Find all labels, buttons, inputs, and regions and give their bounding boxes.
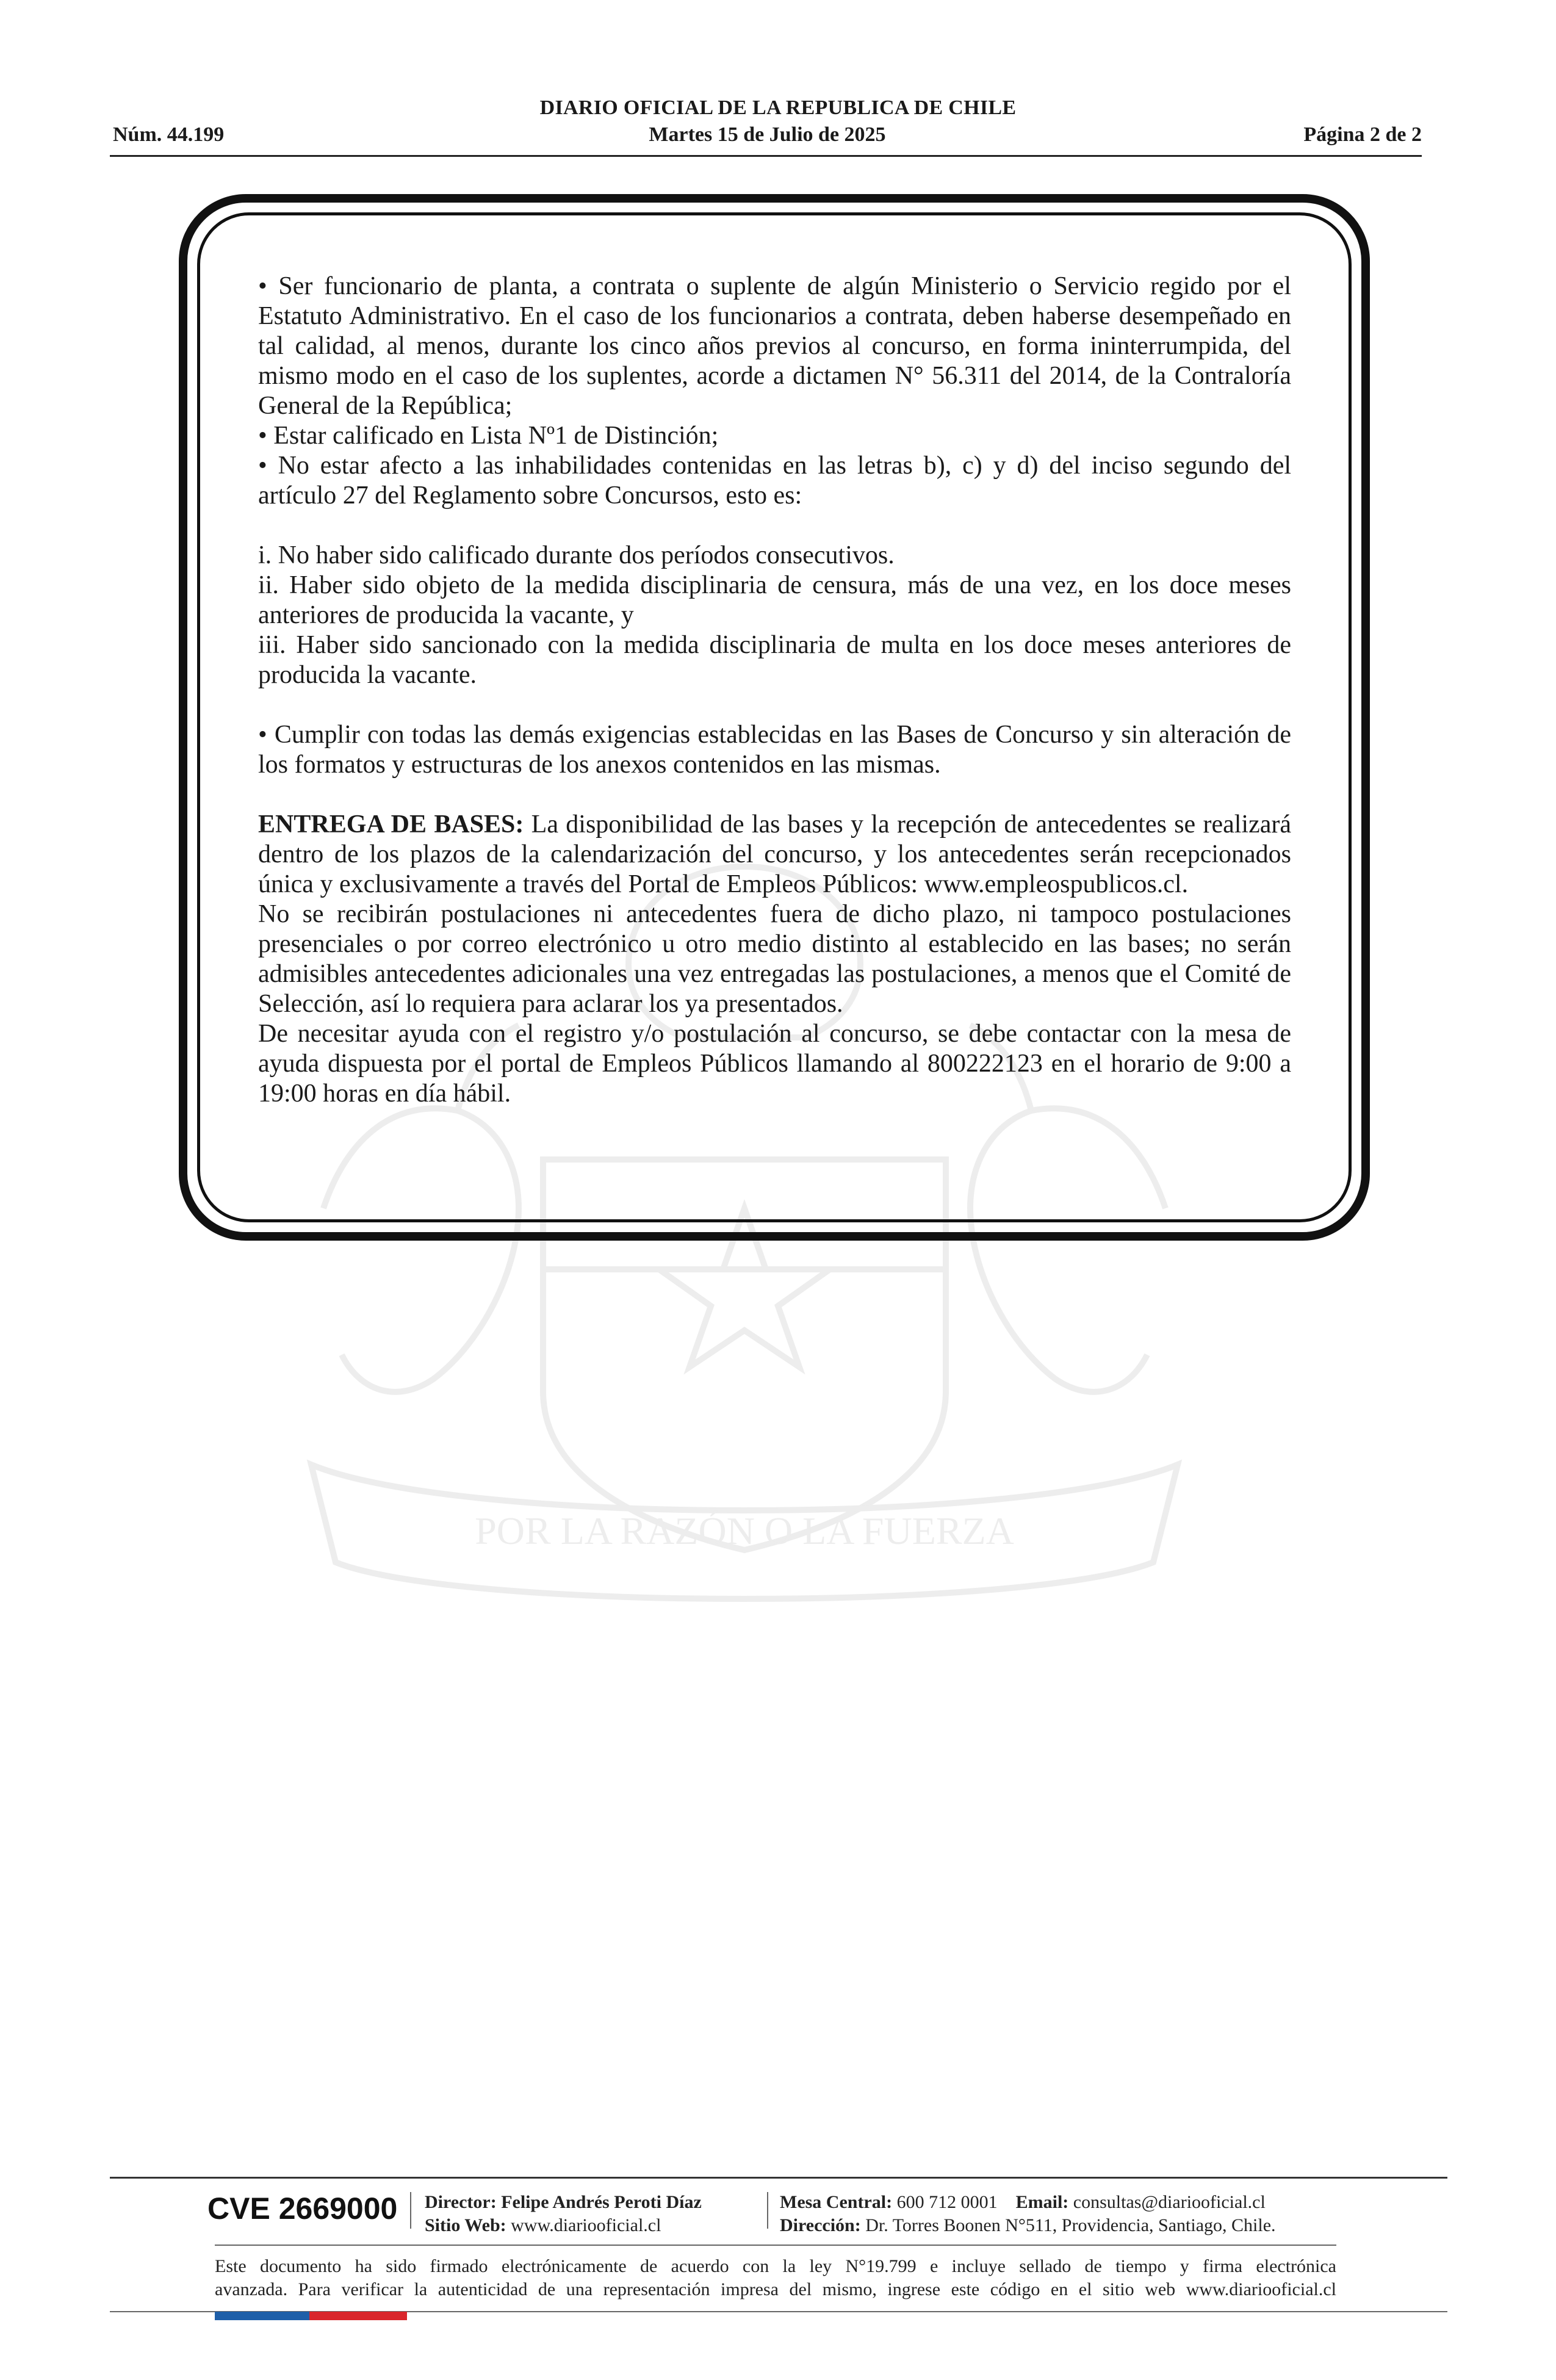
footer-divider-middle xyxy=(215,2245,1336,2246)
director-name: Felipe Andrés Peroti Díaz xyxy=(501,2192,702,2212)
entrega-label: ENTREGA DE BASES: xyxy=(258,810,524,838)
entrega-text: La disponibilidad de las bases y la recepción de antecedentes se realizará dentro de los plazos de la calendarización del concurso, y los antecedentes serán recepcionados única y exclusivamente a través del Portal de Empleos Públicos: www.empleospublicos.cl. xyxy=(258,810,1292,898)
requirement-inhabilidades: • No estar afecto a las inhabilidades contenidas en las letras b), c) y d) del inciso segundo del artículo 27 del Reglamento sobre Concursos, esto es: xyxy=(258,452,1291,510)
legal-line: avanzada. Para verificar la autenticidad de una representación impresa del mismo, ingrese este código en el sitio web www.diariooficial.cl xyxy=(215,2279,1336,2299)
cve-code: CVE 2669000 xyxy=(207,2191,398,2226)
content-body xyxy=(258,272,1291,1109)
inhabilidad-iii: iii. Haber sido sancionado con la medida disciplinaria de multa en los doce meses anteriores de producida la vacante. xyxy=(258,631,1291,689)
header-row xyxy=(113,123,1422,150)
issue-number: Núm. 44.199 xyxy=(113,123,225,146)
footer-contact-block xyxy=(780,2191,1276,2237)
requirement-bases: • Cumplir con todas las demás exigencias establecidas en las Bases de Concurso y sin alteración de los formatos y estructuras de los anexos contenidos en las mismas. xyxy=(258,721,1291,779)
site-link[interactable]: www.diariooficial.cl xyxy=(511,2215,661,2235)
director-label: Director: xyxy=(425,2192,497,2212)
flag-stripe-red xyxy=(309,2312,407,2320)
legal-line: Este documento ha sido firmado electrónicamente de acuerdo con la ley N°19.799 e incluye sellado de tiempo y firma electrónica xyxy=(215,2256,1336,2276)
issue-date: Martes 15 de Julio de 2025 xyxy=(649,123,886,146)
inhabilidad-i: i. No haber sido calificado durante dos períodos consecutivos. xyxy=(258,541,895,569)
entrega-paragraph xyxy=(258,810,1291,900)
page-indicator: Página 2 de 2 xyxy=(1303,123,1422,146)
requirement-planta: • Ser funcionario de planta, a contrata o suplente de algún Ministerio o Servicio regido por el Estatuto Administrativo. En el caso de los funcionarios a contrata, deben haberse desempeñado en tal calidad, al menos, durante los cinco años previos al concurso, en forma ininterrumpida, del mismo modo en el caso de los suplentes, acorde a dictamen N° 56.311 del 2014, de la Contraloría General de la República; xyxy=(258,272,1291,420)
mesa-label: Mesa Central: xyxy=(780,2192,893,2212)
mesa-phone: 600 712 0001 xyxy=(896,2192,998,2212)
address-label: Dirección: xyxy=(780,2215,861,2235)
flag-stripe-blue xyxy=(215,2312,309,2320)
publication-title: DIARIO OFICIAL DE LA REPUBLICA DE CHILE xyxy=(539,96,1017,119)
footer-director-block xyxy=(425,2191,702,2237)
footer-separator xyxy=(767,2192,768,2229)
requirement-lista: • Estar calificado en Lista Nº1 de Distinción; xyxy=(258,422,719,450)
postulaciones-paragraph: No se recibirán postulaciones ni antecedentes fuera de dicho plazo, ni tampoco postulaciones presenciales o por correo electrónico u otro medio distinto al establecido en las bases; no serán admisibles antecedentes adicionales una vez entregadas las postulaciones, a menos que el Comité de Selección, así lo requiera para aclarar los ya presentados. xyxy=(258,900,1291,1018)
inhabilidad-ii: ii. Haber sido objeto de la medida disciplinaria de censura, más de una vez, en los doce meses anteriores de producida la vacante, y xyxy=(258,571,1291,629)
header-divider xyxy=(110,155,1422,157)
email-label: Email: xyxy=(1015,2192,1069,2212)
svg-text:POR LA RAZÓN O LA FUERZA: POR LA RAZÓN O LA FUERZA xyxy=(475,1509,1014,1552)
ayuda-paragraph: De necesitar ayuda con el registro y/o postulación al concurso, se debe contactar con la mesa de ayuda dispuesta por el portal de Empleos Públicos llamando al 800222123 en el horario de 9:00 a 19:00 horas en día hábil. xyxy=(258,1020,1291,1108)
footer-separator xyxy=(410,2192,411,2229)
address-text: Dr. Torres Boonen N°511, Providencia, Santiago, Chile. xyxy=(865,2215,1276,2235)
legal-notice xyxy=(215,2255,1336,2301)
footer-divider-top xyxy=(110,2177,1447,2179)
email-link[interactable]: consultas@diariooficial.cl xyxy=(1073,2192,1266,2212)
site-label: Sitio Web: xyxy=(425,2215,506,2235)
